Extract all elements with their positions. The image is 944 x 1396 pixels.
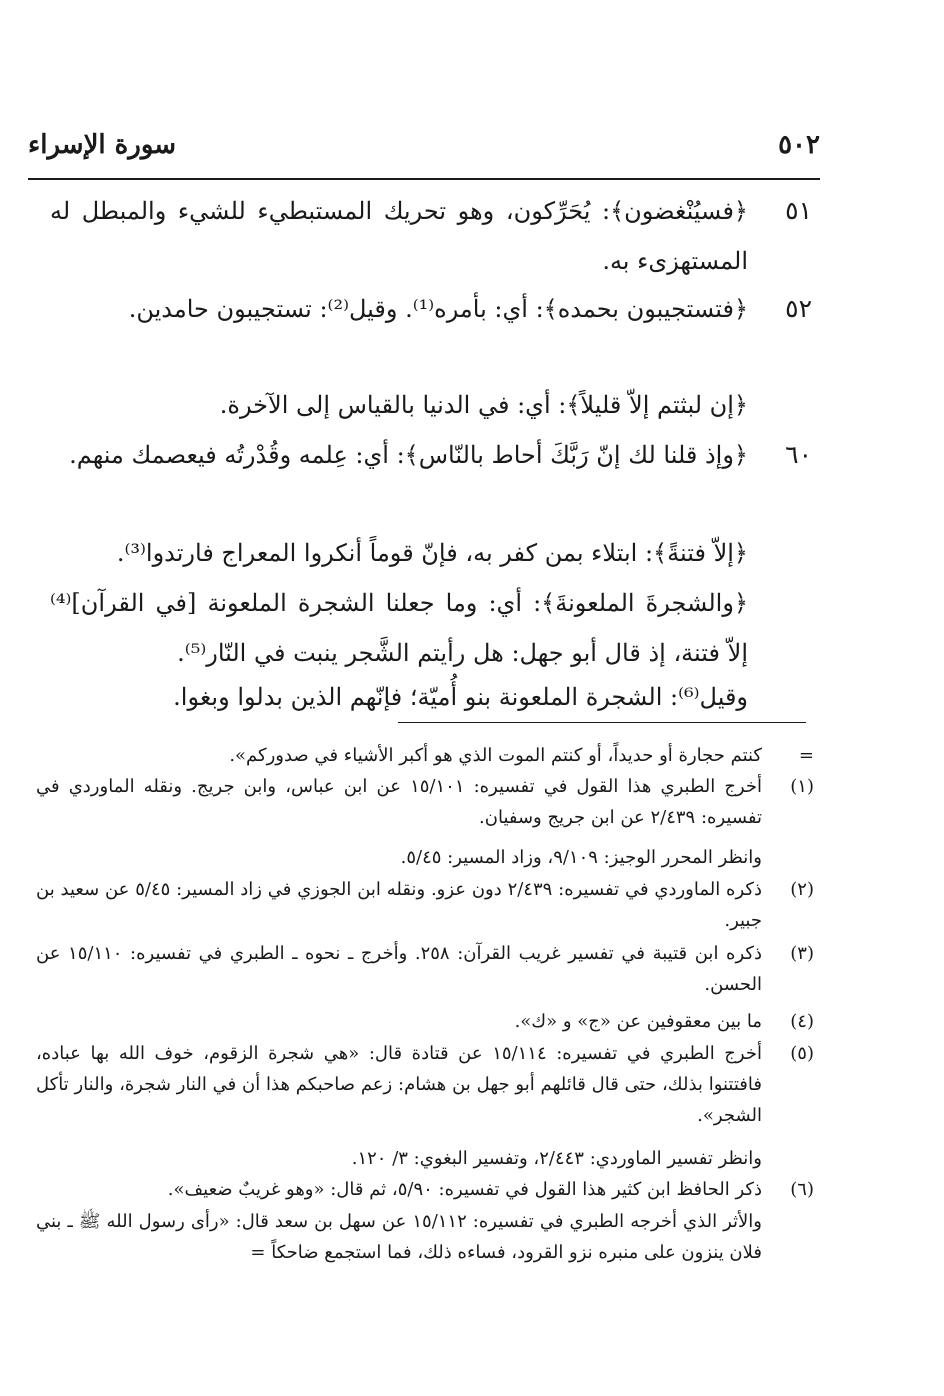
footnote-text: أخرج الطبري هذا القول في تفسيره: ١٥/١٠١ عن ابن عباس، وابن جريج. ونقله الماوردي في تفسيره: ٢/٤٣٩ عن ابن جريج وسفيان.: [36, 776, 762, 828]
footnote-text: ذكره ابن قتيبة في تفسير غريب القرآن: ٢٥٨. وأخرج ـ نحوه ـ الطبري في تفسيره: ١٥/١١٠ عن الحسن.: [36, 943, 762, 995]
footnote-divider: [398, 722, 806, 723]
footnote: [28, 1038, 820, 1131]
verse-entry: [28, 186, 820, 286]
verse-number: ٦٠: [785, 440, 812, 469]
footnote: [28, 938, 820, 1000]
footnote-marker: (٥): [790, 1043, 814, 1064]
verse-entry: [28, 284, 820, 384]
footnote-marker: (٣): [790, 943, 814, 964]
footnote-text: وانظر تفسير الماوردي: ٢/٤٤٣، وتفسير البغوي: ٣/ ١٢٠.: [351, 1148, 762, 1169]
footnote-text: كنتم حجارة أو حديداً، أو كنتم الموت الذي هو أكبر الأشياء في صدوركم».: [229, 745, 762, 766]
verse-commentary: وقيل⁽⁶⁾: الشجرة الملعونة بنو أُميّة؛ فإنّهم الذين بدلوا وبغوا.: [173, 683, 748, 711]
verse-commentary: ﴿فسيُنْغضون﴾: يُحَرِّكون، وهو تحريك المستبطيء للشيء والمبطل له المستهزىء به.: [50, 197, 748, 275]
verse-entry: [28, 578, 820, 678]
verse-commentary: ﴿إلاّ فتنةً﴾: ابتلاء بمن كفر به، فإنّ قوماً أنكروا المعراج فارتدوا⁽³⁾.: [116, 539, 748, 567]
page-number: ٥٠٢: [778, 130, 820, 160]
footnote-marker: (٢): [790, 879, 814, 900]
footnote: [28, 1006, 820, 1037]
footnote: [28, 1206, 820, 1268]
header-divider: [28, 178, 820, 180]
footnote-text: والأثر الذي أخرجه الطبري في تفسيره: ١٥/١١٢ عن سهل بن سعد قال: «رأى رسول الله ﷺ ـ بني فلان ينزون على منبره نزو القرود، فساءه ذلك، فما استجمع ضاحكاً =: [36, 1211, 762, 1263]
verse-entry: [28, 430, 820, 530]
verse-number: ٥١: [785, 196, 812, 225]
footnote-text: ما بين معقوفين عن «ج» و «ك».: [514, 1011, 762, 1032]
verse-commentary: ﴿فتستجيبون بحمده﴾: أي: بأمره⁽¹⁾. وقيل⁽²⁾: تستجيبون حامدين.: [128, 295, 748, 323]
footnote: [28, 771, 820, 833]
footnote-marker: (٤): [790, 1011, 814, 1032]
verse-commentary: ﴿إن لبثتم إلاّ قليلاً﴾: أي: في الدنيا بالقياس إلى الآخرة.: [219, 391, 748, 419]
verse-number: ٥٢: [785, 294, 812, 323]
footnote-marker: (٦): [790, 1179, 814, 1200]
footnote-marker: (١): [790, 776, 814, 797]
footnote: [28, 1143, 820, 1174]
footnote: [28, 740, 820, 771]
footnote: [28, 874, 820, 936]
verse-commentary: ﴿والشجرةَ الملعونةَ﴾: أي: وما جعلنا الشجرة الملعونة [في القرآن]⁽⁴⁾ إلاّ فتنة، إذ قال أبو جهل: هل رأيتم الشَّجر ينبت في النّار⁽⁵⁾.: [50, 589, 748, 667]
footnote-text: وانظر المحرر الوجيز: ٩/١٠٩، وزاد المسير: ٥/٤٥.: [400, 847, 762, 868]
running-header-surah-title: سورة الإسراء: [28, 130, 177, 160]
verse-commentary: ﴿وإذ قلنا لك إنّ رَبَّكَ أحاط بالنّاس﴾: أي: عِلمه وقُدْرتُه فيعصمك منهم.: [69, 441, 748, 469]
verse-entry: [28, 672, 820, 722]
footnote-text: أخرج الطبري في تفسيره: ١٥/١١٤ عن قتادة قال: «هي شجرة الزقوم، خوف الله بها عباده، فافتتنوا بذلك، حتى قال قائلهم أبو جهل بن هشام: زعم صاحبكم هذا أن في النار شجرة، والنار تأكل الشجر».: [36, 1043, 762, 1126]
footnote: [28, 1174, 820, 1205]
verse-entry: [28, 380, 820, 430]
verse-entry: [28, 528, 820, 578]
footnote-text: ذكر الحافظ ابن كثير هذا القول في تفسيره: ٥/٩٠، ثم قال: «وهو غريبٌ ضعيف».: [167, 1179, 762, 1200]
footnote-marker: =: [798, 745, 814, 766]
footnote-text: ذكره الماوردي في تفسيره: ٢/٤٣٩ دون عزو. ونقله ابن الجوزي في زاد المسير: ٥/٤٥ عن سعيد بن جبير.: [36, 879, 763, 931]
footnote: [28, 842, 820, 873]
